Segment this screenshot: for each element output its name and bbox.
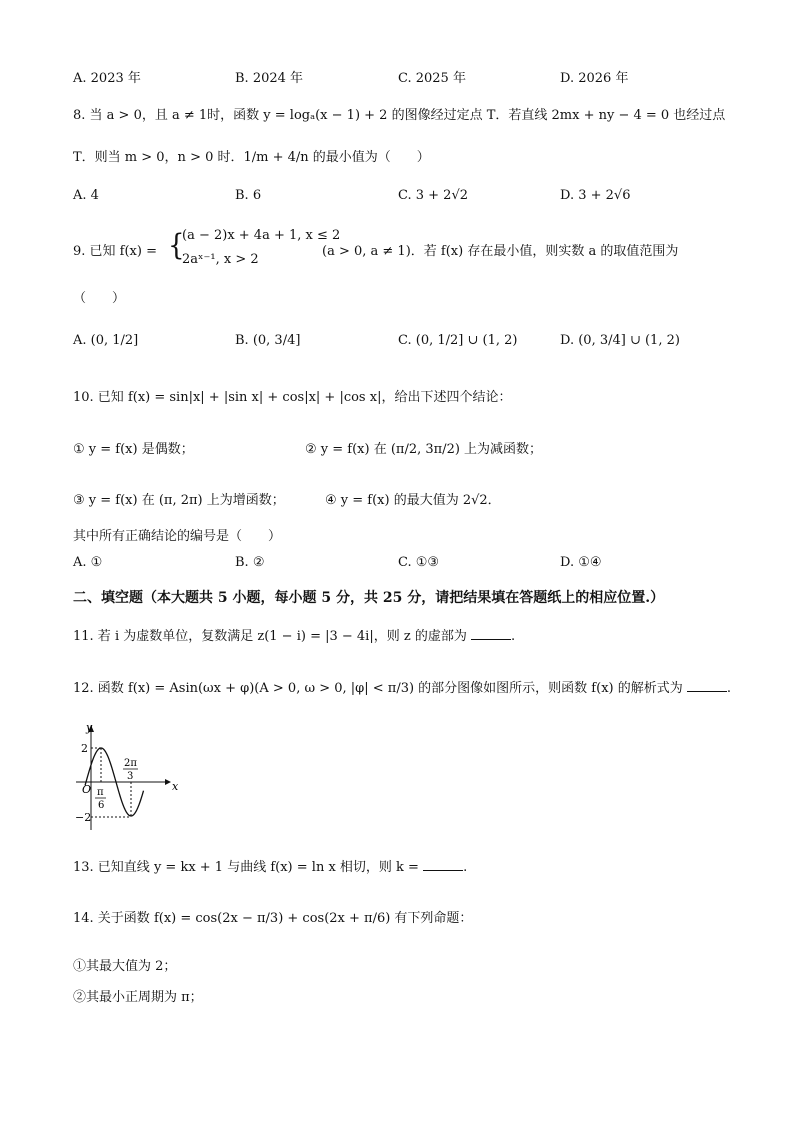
q7-option-d: D. 2026 年 — [560, 71, 629, 86]
section-2-heading: 二、填空题（本大题共 5 小题，每小题 5 分，共 25 分，请把结果填在答题纸上的相应位置.） — [73, 590, 665, 606]
q13-line — [73, 856, 467, 875]
q10-option-c: C. ①③ — [398, 555, 440, 570]
q9-option-b: B. (0, 3/4] — [235, 333, 301, 348]
q10-ask: 其中所有正确结论的编号是（ ） — [73, 529, 282, 544]
tick-neg2: −2 — [75, 811, 92, 824]
q12-text: 12. 函数 f(x) = Asin(ωx + φ)(A > 0, ω > 0, |φ| < π/3) 的部分图像如图所示，则函数 f(x) 的解析式为 — [73, 681, 683, 696]
q9-case2: 2aˣ⁻¹, x > 2 — [182, 252, 259, 267]
q8-option-a: A. 4 — [73, 188, 99, 203]
q10-option-a: A. ① — [73, 555, 103, 570]
q10-conclusion-3: ③ y = f(x) 在 (π, 2π) 上为增函数； — [73, 493, 285, 508]
q8-option-d: D. 3 + 2√6 — [560, 188, 631, 203]
q8-option-c: C. 3 + 2√2 — [398, 188, 469, 203]
q12-line — [73, 677, 731, 696]
q14-stem: 14. 关于函数 f(x) = cos(2x − π/3) + cos(2x + π/6) 有下列命题： — [73, 911, 473, 926]
q11-answer-blank[interactable] — [471, 627, 511, 640]
q10-conclusion-4: ④ y = f(x) 的最大值为 2√2． — [325, 493, 501, 508]
q9-suffix: (a > 0, a ≠ 1)．若 f(x) 存在最小值，则实数 a 的取值范围为 — [322, 244, 679, 259]
q10-stem: 10. 已知 f(x) = sin|x| + |sin x| + cos|x| + |cos x|，给出下述四个结论： — [73, 390, 512, 405]
x-axis-label: x — [172, 780, 179, 793]
q11-end: . — [510, 629, 516, 644]
q9-option-c: C. (0, 1/2] ∪ (1, 2) — [398, 333, 518, 348]
sine-graph — [70, 722, 180, 837]
q8-stem-line2: T．则当 m > 0，n > 0 时．1/m + 4/n 的最小值为（ ） — [73, 150, 430, 165]
q13-text: 13. 已知直线 y = kx + 1 与曲线 f(x) = ln x 相切，则 k = — [73, 860, 419, 875]
q10-option-d: D. ①④ — [560, 555, 602, 570]
q7-option-b: B. 2024 年 — [235, 71, 304, 86]
q14-proposition-2: ②其最小正周期为 π； — [73, 990, 203, 1005]
q9-case1: (a − 2)x + 4a + 1, x ≤ 2 — [182, 228, 341, 243]
q9-option-d: D. (0, 3/4] ∪ (1, 2) — [560, 333, 680, 348]
q11-line — [73, 625, 515, 644]
q10-conclusion-1: ① y = f(x) 是偶数； — [73, 442, 194, 457]
q10-option-b: B. ② — [235, 555, 265, 570]
q10-conclusion-2: ② y = f(x) 在 (π/2, 3π/2) 上为减函数； — [305, 442, 543, 457]
q13-end: . — [463, 860, 468, 875]
tick-2: 2 — [81, 742, 88, 755]
q9-prefix: 9. 已知 f(x) = — [73, 244, 157, 259]
tick-2pi3-den: 3 — [127, 771, 134, 782]
q9-brace: { — [168, 229, 185, 263]
tick-pi6-den: 6 — [98, 800, 105, 811]
tick-2pi3-num: 2π — [124, 758, 137, 769]
y-axis-label: y — [86, 722, 93, 734]
q8-stem-line1: 8. 当 a > 0，且 a ≠ 1时，函数 y = logₐ(x − 1) + 2 的图像经过定点 T．若直线 2mx + ny − 4 = 0 也经过点 — [73, 108, 726, 123]
q14-proposition-1: ①其最大值为 2； — [73, 959, 177, 974]
tick-pi6-num: π — [97, 787, 104, 798]
q12-answer-blank[interactable] — [687, 679, 727, 692]
q13-answer-blank[interactable] — [423, 858, 463, 871]
origin-label: O — [82, 783, 92, 796]
q7-option-a: A. 2023 年 — [73, 71, 141, 86]
q9-paren: （ ） — [73, 291, 126, 306]
q7-option-c: C. 2025 年 — [398, 71, 466, 86]
q12-end: . — [726, 681, 732, 696]
x-axis-arrow — [165, 779, 171, 785]
q8-option-b: B. 6 — [235, 188, 262, 203]
q9-option-a: A. (0, 1/2] — [73, 333, 139, 348]
q11-text: 11. 若 i 为虚数单位，复数满足 z(1 − i) = |3 − 4i|，则 z 的虚部为 — [73, 629, 467, 644]
